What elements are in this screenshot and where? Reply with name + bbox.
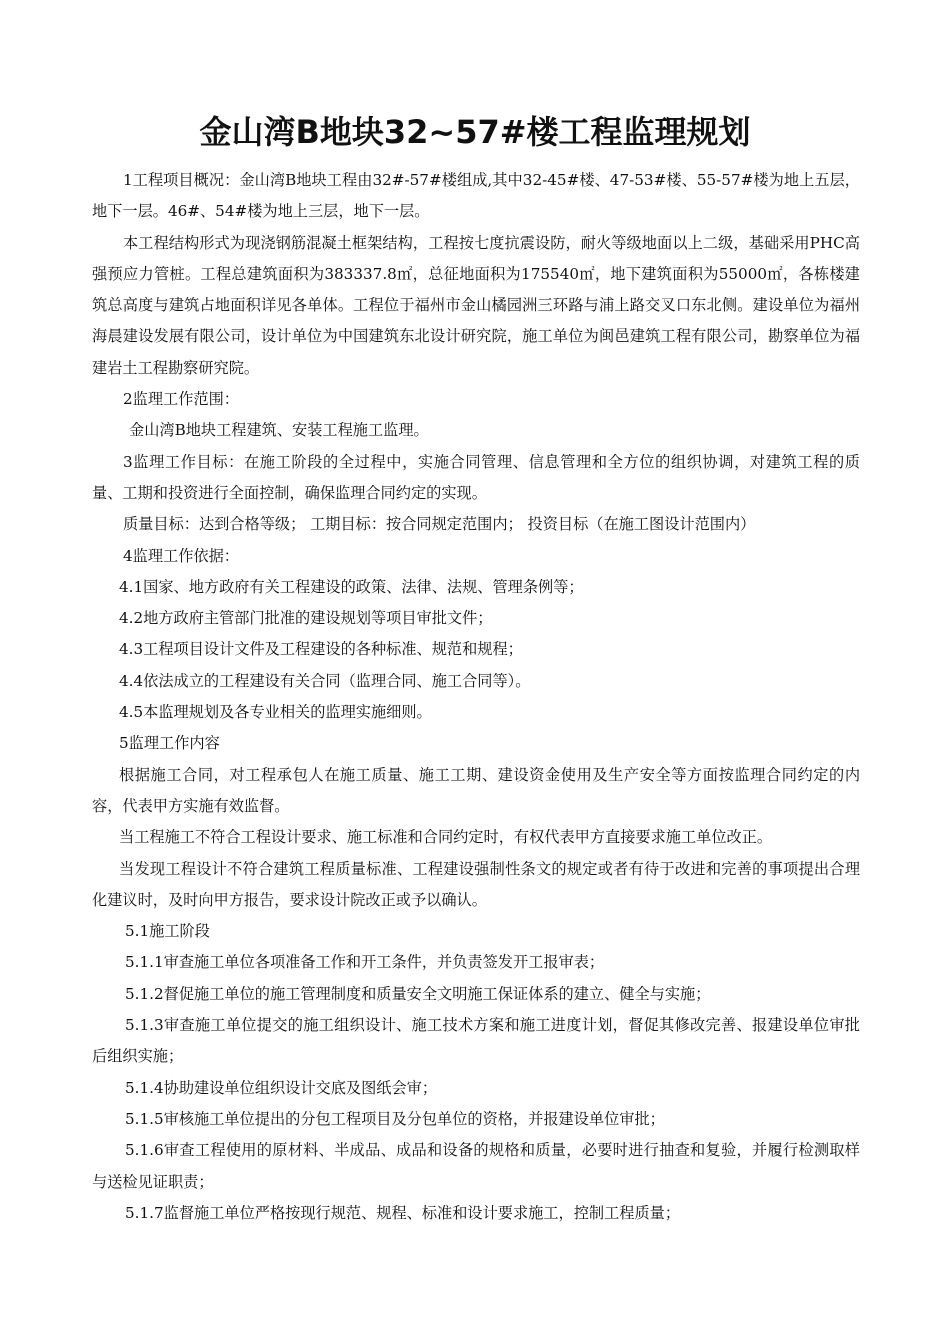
heading-supervision-basis: 4监理工作依据：: [123, 546, 239, 565]
heading-supervision-scope: 2监理工作范围：: [123, 390, 239, 409]
list-item-5-1-1: 5.1.1审查施工单位各项准备工作和开工条件，并负责签发开工报审表；: [125, 953, 605, 972]
list-item-basis-4-4: 4.4依法成立的工程建设有关合同（监理合同、施工合同等）。: [119, 671, 531, 690]
list-item-5-1-2: 5.1.2督促施工单位的施工管理制度和质量安全文明施工保证体系的建立、健全与实施；: [125, 984, 711, 1003]
paragraph-design-issues: 当发现工程设计不符合建筑工程质量标准、工程建设强制性条文的规定或者有待于改进和完善的事项提出合理化建议时，及时向甲方报告，要求设计院改正或予以确认。: [92, 859, 860, 909]
list-item-5-1-5: 5.1.5审核施工单位提出的分包工程项目及分包单位的资格，并报建设单位审批；: [125, 1109, 665, 1128]
document-body: [92, 165, 860, 1229]
list-item-basis-4-5: 4.5本监理规划及各专业相关的监理实施细则。: [119, 703, 432, 722]
paragraph-project-overview: 1工程项目概况：金山湾B地块工程由32#-57#楼组成,其中32-45#楼、47-53#楼、55-57#楼为地上五层，地下一层。46#、54#楼为地上三层，地下一层。: [92, 171, 860, 221]
list-item-5-1-7: 5.1.7监督施工单位严格按现行规范、规程、标准和设计要求施工，控制工程质量；: [125, 1203, 681, 1222]
list-item-basis-4-1: 4.1国家、地方政府有关工程建设的政策、法律、法规、管理条例等；: [119, 577, 584, 596]
paragraph-correction-authority: 当工程施工不符合工程设计要求、施工标准和合同约定时，有权代表甲方直接要求施工单位改正。: [119, 828, 773, 847]
list-item-5-1-6: 5.1.6审查工程使用的原材料、半成品、成品和设备的规格和质量，必要时进行抽查和复验，并履行检测取样与送检见证职责；: [92, 1141, 860, 1191]
paragraph-contract-supervision: 根据施工合同，对工程承包人在施工质量、施工工期、建设资金使用及生产安全等方面按监理合同约定的内容，代表甲方实施有效监督。: [92, 765, 860, 815]
paragraph-supervision-goals: 3监理工作目标：在施工阶段的全过程中，实施合同管理、信息管理和全方位的组织协调，对建筑工程的质量、工期和投资进行全面控制，确保监理合同约定的实现。: [92, 452, 860, 502]
paragraph-target-list: 质量目标：达到合格等级； 工期目标：按合同规定范围内； 投资目标（在施工图设计范围内）: [123, 515, 756, 534]
list-item-basis-4-3: 4.3工程项目设计文件及工程建设的各种标准、规范和规程；: [119, 640, 523, 659]
heading-construction-stage: 5.1施工阶段: [125, 922, 210, 941]
list-item-5-1-3: 5.1.3审查施工单位提交的施工组织设计、施工技术方案和施工进度计划，督促其修改完善、报建设单位审批后组织实施；: [92, 1016, 860, 1066]
paragraph-supervision-scope: 金山湾B地块工程建筑、安装工程施工监理。: [129, 421, 429, 440]
heading-supervision-content: 5监理工作内容: [119, 734, 220, 753]
document-title: 金山湾B地块32~57#楼工程监理规划: [199, 113, 751, 151]
paragraph-structure-description: 本工程结构形式为现浇钢筋混凝土框架结构，工程按七度抗震设防，耐火等级地面以上二级，基础采用PHC高强预应力管桩。工程总建筑面积为383337.8㎡，总征地面积为175540㎡，地下建筑面积为55000㎡，各栋楼建筑总高度与建筑占地面积详见各单体。工程位于福州市金山橘园洲三环路与浦上路交叉口东北侧。建设单位为福州海晨建设发展有限公司，设计单位为中国建筑东北设计研究院，施工单位为闽邑建筑工程有限公司，勘察单位为福建岩土工程勘察研究院。: [92, 233, 860, 377]
list-item-5-1-4: 5.1.4协助建设单位组织设计交底及图纸会审；: [125, 1078, 438, 1097]
list-item-basis-4-2: 4.2地方政府主管部门批准的建设规划等项目审批文件；: [119, 609, 493, 628]
